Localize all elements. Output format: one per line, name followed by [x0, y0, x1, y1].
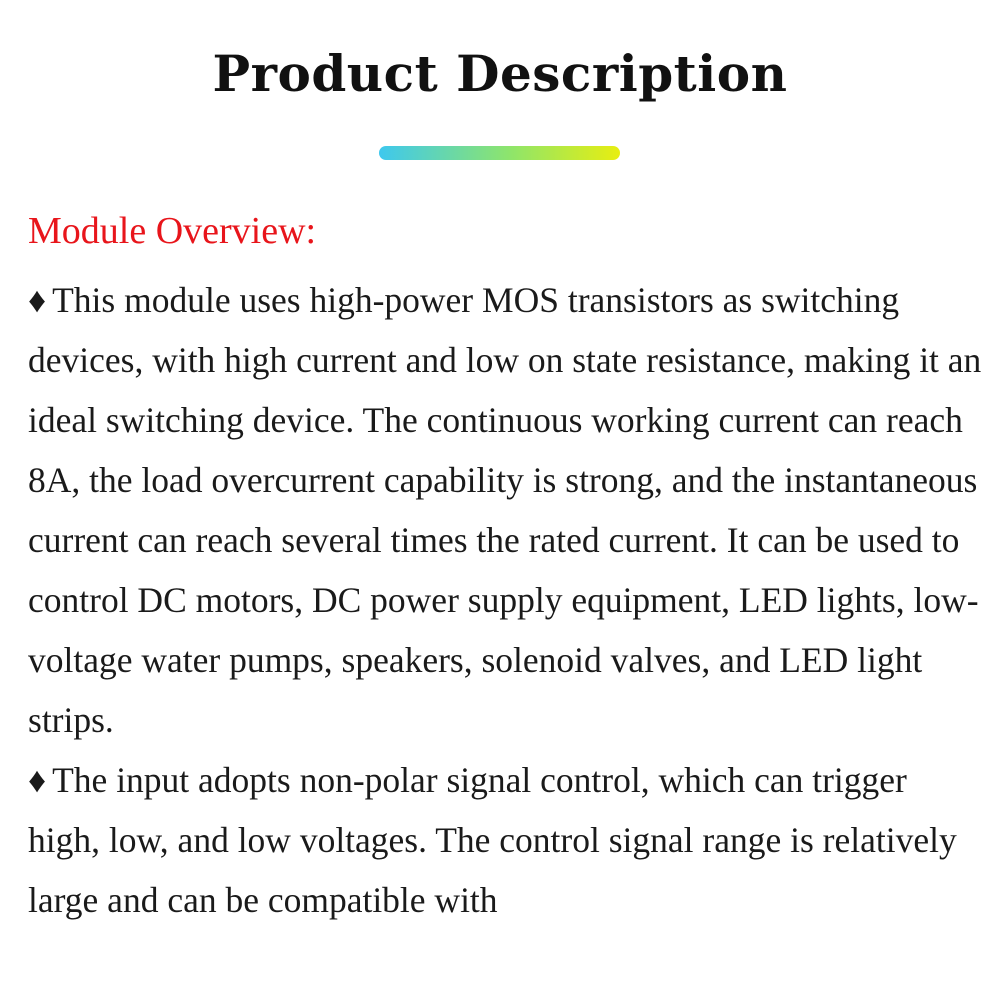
module-overview-heading: Module Overview:	[28, 210, 317, 252]
diamond-bullet-icon: ♦	[28, 760, 47, 800]
overview-paragraph-2-text: The input adopts non-polar signal control, which can trigger high, low, and low voltages. The control signal range is relatively large and can be compatible with	[28, 760, 957, 920]
module-overview-body	[28, 270, 983, 930]
overview-paragraph-1	[28, 270, 983, 750]
overview-paragraph-1-text: This module uses high-power MOS transistors as switching devices, with high current and low on state resistance, making it an ideal switching device. The continuous working current can reach 8A, the load overcurrent capability is strong, and the instantaneous current can reach several times the rated current. It can be used to control DC motors, DC power supply equipment, LED lights, low-voltage water pumps, speakers, solenoid valves, and LED light strips.	[28, 280, 982, 740]
title-accent-bar	[379, 146, 620, 160]
diamond-bullet-icon: ♦	[28, 280, 47, 320]
overview-paragraph-2	[28, 750, 983, 930]
page-title: Product Description	[212, 44, 788, 103]
